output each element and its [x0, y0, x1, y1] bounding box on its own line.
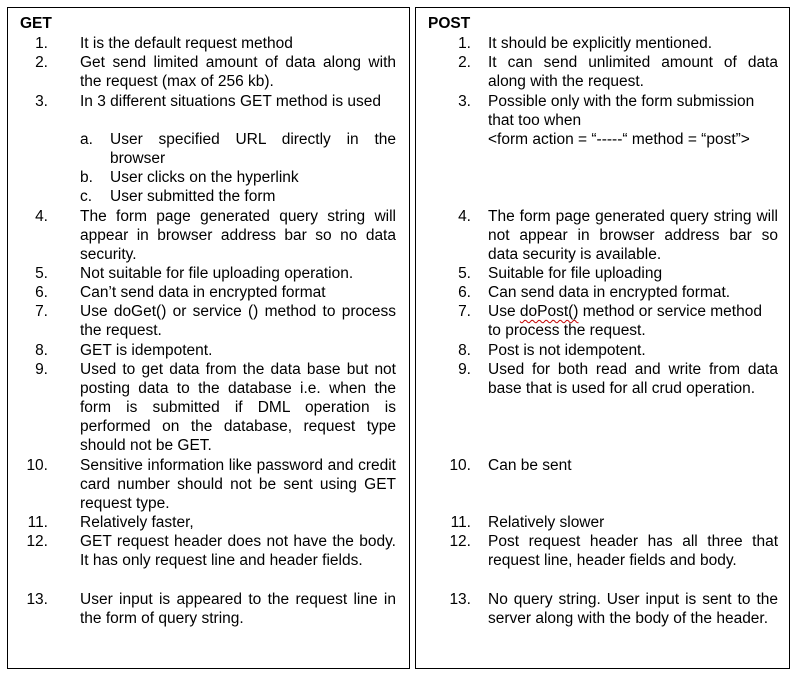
form-tag-text: <form action = “-----“ method = “post”> [488, 131, 750, 148]
spellcheck-underline: doPost() [519, 303, 579, 320]
get-column: GET 1. It is the default request method 2. Get send limited amount of data along with the request (max of 256 kb). 3. In 3 different situations GET method is used a. User specified URL directly in the browser b. User clicks on the hyperlink c. User submitted the form 4. The form page generated query string will appear in browser address bar so no data security. 5. Not suitable for file uploading operation. 6. Can’t send data in encrypted format 7. Use doGet() or service () method to process the request. 8. GET is idempotent. 9. Used to get data from the data base but not posting data to the database i.e. when the form is submitted if DML operation is performed on the database, request type should not be GET. 10. Sensitive information like password and credit card number should not be sent using GET request type. 11. Relatively faster, 12. GET request header does not have the body. It has only request line and header fields. 13. User input is appeared to the request line in the form of query string. [7, 7, 410, 669]
get-heading: GET [20, 15, 52, 32]
post-column: POST 1. It should be explicitly mentioned. 2. It can send unlimited amount of data along with the request. 3. Possible only with the form submission that too when <form action = “-----“ method = “post”> 4. The form page generated query string will not appear in browser address bar so data security is available. 5. Suitable for file uploading 6. Can send data in encrypted format. 7. Use doPost() method or service method to process the request. 8. Post is not idempotent. 9. Used for both read and write from data base that is used for all crud operation. 10. Can be sent 11. Relatively slower 12. Post request header has all three that request line, header fields and body. 13. No query string. User input is sent to the server along with the body of the header. [415, 7, 790, 669]
post-heading: POST [428, 15, 471, 32]
